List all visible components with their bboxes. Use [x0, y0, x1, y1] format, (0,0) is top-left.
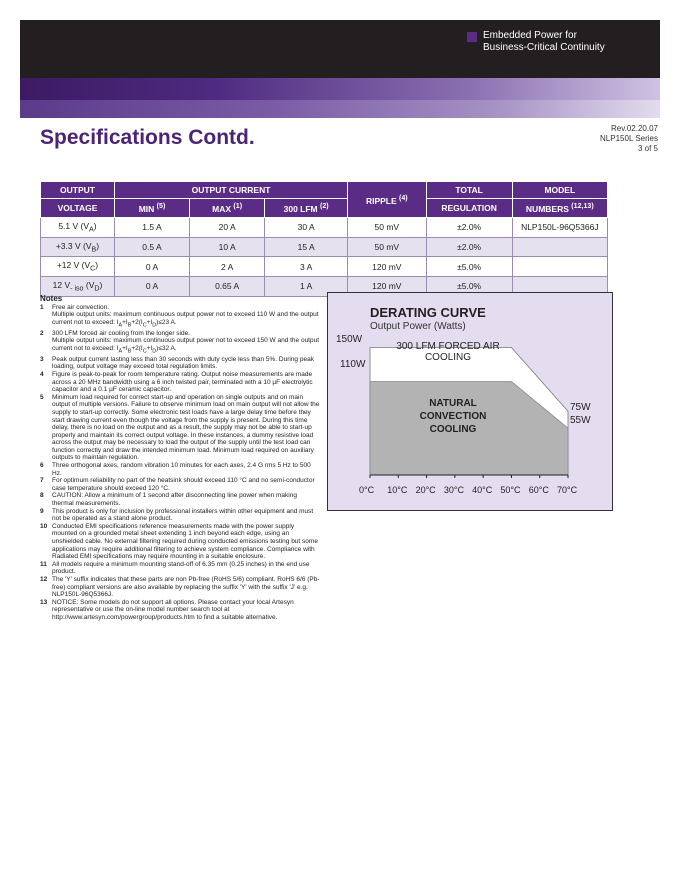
label-forced-air: 300 LFM FORCED AIR COOLING	[396, 341, 500, 363]
cell-300lfm: 30 A	[265, 217, 348, 237]
note-item: 1 Free air convection. Multiple output units: maximum continuous output power not to exceed 110 W and the output current not to exceed: $I_A+I_B+2(I_C+I_D)\le 23$ A.	[40, 303, 319, 329]
x-tick-label: 30°C	[443, 485, 464, 495]
brand-square-icon	[467, 32, 477, 42]
cell-model	[512, 257, 607, 277]
header-voltage: VOLTAGE	[41, 199, 115, 218]
derating-curve-chart	[327, 292, 613, 511]
chart-ylabel: Output Power (Watts)	[370, 321, 466, 332]
table-row	[41, 237, 608, 257]
note-item: 5 Minimum load required for correct start-up and operation on single outputs and on main output of multiple versions. Failure to observe minimum load on main output will not allow the supply to start-up correctly. Some electronic test loads have a large delay time before they start drawing current even though the voltage from the supply is present. During this time delay, there is no load on the output and as a result, the supply may not be able to start-up properly and maintain its correct output voltage. In these instances, a dummy resistive load across the output may be necessary to load the output of the supply until the test load can function correctly and draw the intended minimum load. Minimum load required on auxiliary outputs to maintain regulation.	[40, 393, 320, 462]
x-tick-label: 20°C	[415, 485, 436, 495]
x-tick-label: 0°C	[359, 485, 375, 495]
header-regulation: REGULATION	[426, 199, 512, 218]
header-gradient-band-lower	[20, 100, 660, 118]
cell-regulation: ±5.0%	[426, 257, 512, 277]
notes-section	[40, 295, 320, 622]
note-item: 7 For optimum reliability no part of the heatsink should exceed 110 °C and no semi-conductor case temperature should exceed 120 °C.	[40, 477, 315, 492]
table-header-row-2	[41, 199, 608, 218]
specifications-table	[40, 181, 608, 297]
header-output-current: OUTPUT CURRENT	[114, 182, 347, 199]
note-item: 6 Three orthogonal axes, random vibration 10 minutes for each axes, 2.4 G rms 5 Hz to 500 Hz.	[40, 462, 311, 477]
notes-heading: Notes	[40, 294, 63, 303]
note-item: 2 300 LFM forced air cooling from the longer side. Multiple output units: maximum continuous output power not to exceed 150 W and the output current not to exceed: $I_A+I_B+2(I_C+I_D)\le 32$ A.	[40, 329, 320, 355]
header-output: OUTPUT	[41, 182, 115, 199]
tagline	[467, 30, 605, 54]
tagline-line1: Embedded Power for	[483, 30, 577, 41]
x-tick-label: 10°C	[387, 485, 408, 495]
note-item: 9 This product is only for inclusion by professional installers within other equipment and must not be operated as a stand alone product.	[40, 507, 314, 523]
y-label-150w: 150W	[336, 334, 363, 345]
tagline-line2: Business-Critical Continuity	[483, 42, 605, 53]
cell-max: 2 A	[190, 257, 265, 277]
cell-max: 20 A	[190, 217, 265, 237]
x-tick-label: 70°C	[557, 485, 578, 495]
table-row	[41, 217, 608, 237]
note-item: 3 Peak output current lasting less than 30 seconds with duty cycle less than 5%. During peak loading, output voltage may exceed total regulation limits.	[40, 355, 314, 371]
header-300lfm: 300 LFM $^{(2)}$	[265, 199, 348, 218]
cell-regulation: ±5.0%	[426, 276, 512, 296]
cell-voltage: +3.3 V $(V_B)$	[41, 237, 115, 257]
table-row	[41, 257, 608, 277]
cell-model: NLP150L-96Q5366J	[512, 217, 607, 237]
cell-ripple: 50 mV	[348, 237, 426, 257]
series-name: NLP150L Series	[600, 134, 658, 143]
chart-title: DERATING CURVE	[370, 305, 486, 320]
note-item: 11 All models require a minimum mounting stand-off of 6.35 mm (0.25 inches) in the end use product.	[40, 560, 310, 576]
revision: Rev.02.20.07	[611, 124, 658, 133]
header-numbers: NUMBERS $^{(12,13)}$	[512, 199, 607, 218]
cell-300lfm: 3 A	[265, 257, 348, 277]
cell-300lfm: 15 A	[265, 237, 348, 257]
cell-regulation: ±2.0%	[426, 237, 512, 257]
cell-ripple: 120 mV	[348, 257, 426, 277]
y-label-75w: 75W	[570, 402, 591, 413]
x-tick-label: 60°C	[528, 485, 549, 495]
revision-block	[600, 124, 658, 154]
cell-ripple: 50 mV	[348, 217, 426, 237]
table-header-row	[41, 182, 608, 199]
cell-min: 0.5 A	[114, 237, 189, 257]
cell-regulation: ±2.0%	[426, 217, 512, 237]
cell-voltage: 12 $V_{- iso}$ $(V_D)$	[41, 276, 115, 296]
cell-model	[512, 237, 607, 257]
note-item: 12 The 'Y' suffix indicates that these parts are non Pb-free (RoHS 5/6) compliant. RoHS 6/6 (Pb-free) compliant versions are also available by replacing the suffix 'Y' with the suffix 'J' e.g. NLP150L-96Q5366J.	[40, 575, 320, 599]
cell-ripple: 120 mV	[348, 276, 426, 296]
cell-voltage: 5.1 V $(V_A)$	[41, 217, 115, 237]
y-label-55w: 55W	[570, 415, 591, 426]
note-item: 10 Conducted EMI specifications reference measurements made with the power supply mounted on a grounded metal sheet extending 1 inch beyond each edge, using an unshielded cable. No external filtering required during conducted emissions testing but some applications may require additional filtering to achieve system compliance. Compliance with Radiated EMI specifications may require mounting in a suitable enclosure.	[40, 522, 318, 561]
note-item: 13 NOTICE: Some models do not support all options. Please contact your local Artesyn representative or use the on-line model number search tool at http://www.artesyn.com/powergroup/products.htm to find a suitable alternative.	[40, 598, 294, 621]
header-max: MAX $^{(1)}$	[190, 199, 265, 218]
cell-max: 0.65 A	[190, 276, 265, 296]
x-tick-label: 50°C	[500, 485, 521, 495]
cell-min: 1.5 A	[114, 217, 189, 237]
cell-300lfm: 1 A	[265, 276, 348, 296]
header-ripple: RIPPLE $^{(4)}$	[348, 182, 426, 218]
cell-min: 0 A	[114, 257, 189, 277]
header-min: MIN $^{(5)}$	[114, 199, 189, 218]
label-natural-convection: NATURAL CONVECTION COOLING	[419, 398, 487, 435]
header-model: MODEL	[512, 182, 607, 199]
page-number: 3 of 5	[637, 144, 658, 153]
page-title: Specifications Contd.	[40, 126, 255, 149]
cell-min: 0 A	[114, 276, 189, 296]
cell-voltage: +12 V $(V_C)$	[41, 257, 115, 277]
y-label-110w: 110W	[340, 359, 366, 370]
header-total: TOTAL	[426, 182, 512, 199]
header-gradient-band	[20, 78, 660, 100]
note-item: 8 CAUTION: Allow a minimum of 1 second after disconnecting line power when making thermal measurements.	[40, 492, 297, 508]
x-tick-label: 40°C	[472, 485, 493, 495]
note-item: 4 Figure is peak-to-peak for room temperature rating. Output noise measurements are made across a 20 MHz bandwidth using a 6 inch twisted pair, terminated with a 10 µF electrolytic capacitor and a 0.1 µF ceramic capacitor.	[40, 370, 313, 394]
cell-max: 10 A	[190, 237, 265, 257]
